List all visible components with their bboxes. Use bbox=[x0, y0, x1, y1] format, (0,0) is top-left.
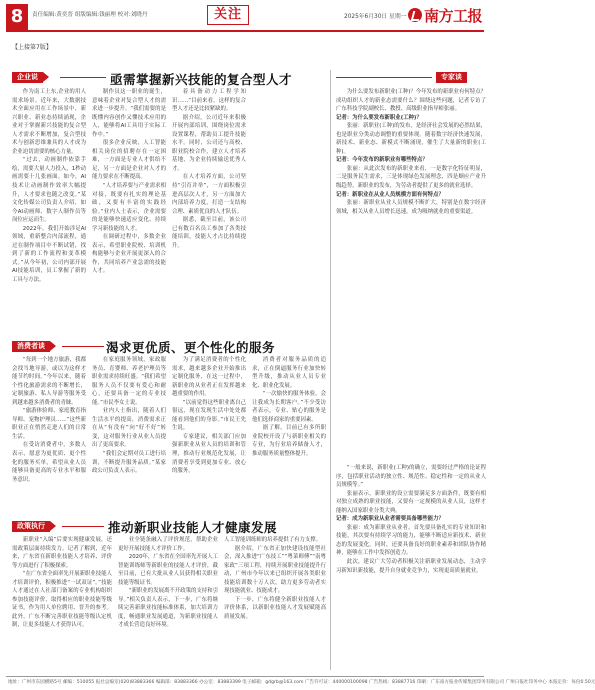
paragraph: 作为南工土东,企业的用人需求场景。近年来，大数据技术全面应用在工作场景中，新兴职业、新业态持续涌现，企业对于掌握新兴技能的复合型人才需求不断增加，复合型技术与创新思维兼具的人才成为企业迫切需要的核心力量。 bbox=[12, 89, 86, 155]
paragraph: 业全链条融入了评价规范，帮助企业更好开展技能人才评价工作。 bbox=[118, 537, 218, 552]
headline-consumer: 渴求更优质、更个性化的服务 bbox=[106, 340, 276, 355]
paragraph: 消费者对服务品质的追求，正在倒逼服务行业加快转型升级，推动从业人员专业化、职业化发展。 bbox=[252, 357, 326, 389]
paragraph: “在广东省全面率先开展新职业技能人才培训评价，积极推进“一试双证”。”技能人才通过在人社部门备案的专业机构组织参加技能评价，取得相应的职业技能等级证书，作为用人单位聘用、晋升的参考。此外，广东不断完善职业技能等级认定机制，让更多技能人才获得认可。 bbox=[12, 571, 112, 629]
paragraph: 很多企业反映，人工智能相关岗位的招聘存在一定困难，一方面是专业人才供给不足，另一方面是企业对人才的能力要求在不断提高。 bbox=[92, 140, 166, 181]
masthead bbox=[0, 0, 490, 38]
paragraph: 据了解，目前已有多所职业院校开设了与新职业相关的专业，为行业培养储备人才，推动服务质量整体提升。 bbox=[252, 425, 326, 458]
footer-rule bbox=[6, 676, 484, 677]
policy-column-2 bbox=[118, 536, 218, 674]
paragraph: “一次愉快的服务体验，会让我成为长期客户。”不少受访者表示，专业、贴心的服务是他们选择商家的重要因素。 bbox=[252, 391, 326, 423]
headline-enterprise: 亟需掌握新兴技能的复合型人才 bbox=[110, 72, 293, 87]
paragraph: 张丽：从此次发布的新职业来看，一是数字化特征明显，二是服务民生需求，三是体现绿色发展理念，四是顺应产业升级趋势。新职业的发布，为劳动者提供了更多的就业选择。 bbox=[336, 165, 486, 190]
tab-expert: 专家谈 bbox=[436, 72, 467, 83]
issue-date: 2025年6月30日 星期一 bbox=[344, 14, 407, 20]
paragraph: “过去，动画制作依靠手绘，需要大量人力投入，1秒动画需要十几张画面。如今，AI技术让动画制作效率大幅提升，人才要求也随之改变。”某文化传媒公司负责人介绍，如今AI动画师、数字人制作员等岗位应运而生。 bbox=[12, 157, 86, 224]
paragraph: “我们会定期对员工进行培训，不断提升服务品质。”某家政公司负责人表示。 bbox=[92, 451, 166, 475]
paragraph: “旅游体验师、家庭教育指导师、宠物护理员……”这些新职业正在悄然走进人们的日常生活。 bbox=[12, 408, 86, 440]
editor-credits: 责任编辑:黄奕晋 组版编辑:钱丽理 校对:刘晓丹 bbox=[32, 12, 148, 18]
headline-policy: 推动新职业技能人才健康发展 bbox=[108, 520, 278, 535]
question: 记者：今年发布的新职业有哪些特点？ bbox=[336, 157, 428, 164]
expert-column-1 bbox=[336, 88, 486, 460]
column-divider bbox=[330, 70, 331, 670]
tab-policy: 政策执行 bbox=[12, 521, 50, 532]
paragraph: 据介绍，公司近年来积极开展内部培训，围绕岗位需求设置课程，帮助员工提升技能水平。同时，公司还与高校、职业院校合作，建立人才培养基地，为企业持续输送优秀人才。 bbox=[172, 114, 246, 172]
consumer-column-4 bbox=[252, 356, 326, 514]
tab-line-expert bbox=[336, 77, 432, 78]
paragraph: 张丽表示，新职业的设立需要满足多方面条件，既要有相对独立成熟的职业技能，又要有一定规模的从业人员，这样才能纳入国家职业分类大典。 bbox=[336, 490, 486, 514]
paragraph: 张丽：成为新职业从业者，首先要具备扎实的专业知识和技能，其次要有持续学习的能力，能够不断适应新技术、新业态的发展变化。同时，还要具备良好的职业素养和团队协作精神，能够在工作中发挥创造力。 bbox=[336, 524, 486, 557]
paragraph: 为了满足消费者的个性化需求，越来越多企业开始推出定制化服务，在这一过程中，新职业的从业者正在发挥越来越重要的作用。 bbox=[172, 357, 246, 398]
paragraph: 人工智能训练师的培养提供了有力支撑。 bbox=[224, 537, 322, 543]
page-number: 8 bbox=[6, 4, 28, 30]
paragraph: 为什么要发布新职业(工种)？今年发布的新职业有何特点？成功组织人才的新业态需要什么？围绕这些问题，记者专访了广东科技学院副校长、教授、高级职业指导师张丽。 bbox=[336, 89, 486, 113]
paragraph: 下一步，广东将健全新职业技能人才评价体系，以新职业技能人才发展赋能高质量发展。 bbox=[224, 596, 326, 620]
paragraph: 在调研过程中，多数企业表示，希望职业院校、培训机构能够与企业开展更深入的合作，共同培养产业急需的技能人才。 bbox=[92, 234, 166, 275]
paragraph: 2020年，广东省在全国率先开展人工智能训练师等新职业的技能人才评价，截至目前，已有大批从业人员获得相关职业技能等级证书。 bbox=[118, 554, 218, 586]
masthead-rule bbox=[6, 30, 484, 32]
paragraph: “新职业的发展离不开政策的支持和引导。”相关负责人表示，下一步，广东将继续完善新职业技能标准体系，加大培训力度，畅通职业发展通道，为新职业技能人才成长营造良好环境。 bbox=[118, 588, 218, 629]
continued-from-tag: 【上接第7版】 bbox=[12, 44, 52, 51]
tab-enterprise: 企业说 bbox=[12, 72, 43, 83]
paragraph: 制作员这一职业的诞生，意味着企业对复合型人才的需求进一步提升。“我们需要的是既懂内容创作又懂技术应用的人，能够将AI工具用于实际工作中。” bbox=[92, 89, 166, 138]
footer-info: 地址：广州市东园横路5号 邮编：510055 报社总编室(020)83883366 编辑部：83883366 办公室：83883399 电子邮箱：gdgrb@163.com 广告许可证：440000100098 广告热线：83887716 印刷：广东南方报业传媒集团印务有限公司 广州日报社印务中心 本报定价：每份0.50元 bbox=[8, 680, 595, 685]
logo-text: 南方工报 bbox=[424, 6, 483, 25]
paragraph: 2022年，我们开始涉足AI领域，重新整合内部流程，通过在制作项目中不断试错，找到了新的工作流程和变革模式。”从今年初，公司内部开展AI技能培训，员工掌握了新的工具与方法。 bbox=[12, 225, 86, 284]
question: 记者：成为新职业从业者需要具备哪些能力？ bbox=[336, 516, 444, 523]
tab-line-enterprise bbox=[60, 77, 106, 78]
paragraph: “人才培养要与产业需求相对接，既要有扎实的理论基础，又要有丰富的实践经验。”业内人士表示，企业需要的是能够快速适应变化、持续学习新技能的人才。 bbox=[92, 183, 166, 232]
enterprise-column-2 bbox=[92, 88, 166, 338]
expert-column-2 bbox=[336, 464, 486, 670]
enterprise-column-1 bbox=[12, 88, 86, 338]
policy-column-3 bbox=[224, 536, 326, 674]
tab-line-policy bbox=[62, 526, 104, 527]
tab-line-consumer bbox=[62, 346, 104, 347]
paragraph: 在人才培养方面，公司坚持“引育并举”，一方面积极引进高层次人才，另一方面加大内部培养力度，打造一支结构合理、素质优良的人才队伍。 bbox=[172, 174, 246, 215]
tab-line-enterprise-left bbox=[12, 77, 16, 78]
paragraph: 张丽：新职业(工种)的发布，是经济社会发展的必然结果，也是职业分类动态调整的重要体现。随着数字经济快速发展，新技术、新业态、新模式不断涌现，催生了大量新的职业(工种)。 bbox=[336, 123, 486, 155]
consumer-column-2 bbox=[92, 356, 166, 514]
paragraph: 在受访消费者中，多数人表示，愿意为更优质、更个性化的服务买单，希望从业人员能够具备更高的专业水平和服务意识。 bbox=[12, 442, 86, 483]
consumer-column-3 bbox=[172, 356, 246, 514]
consumer-column-1 bbox=[12, 356, 86, 514]
enterprise-column-3 bbox=[172, 88, 246, 338]
paragraph: 专家建议，相关部门应加强新职业从业人员的培训和管理，推动行业规范化发展，让消费者享受到更加专业、放心的服务。 bbox=[172, 433, 246, 475]
paragraph: 据悉，截至目前，该公司已有数百名员工参加了各类技能培训，技能人才占比持续提升。 bbox=[172, 217, 246, 249]
logo-mark-icon bbox=[408, 8, 422, 22]
question: 记者：为什么要发布新职业(工种)？ bbox=[336, 114, 422, 121]
paragraph: 在家庭服务领域，家政服务员、育婴师、养老护理员等职业需求持续旺盛。“我们希望服务人员不仅要有爱心和耐心，还要具备一定的专业技能。”市民李女士说。 bbox=[92, 357, 166, 406]
paragraph: “每到一个地方旅游，我都会找当地导游，或以为这样才能节约时间。”今年以来，随着个性化旅游需求的不断增长，定制旅游、私人导游等服务受到越来越多消费者的青睐。 bbox=[12, 357, 86, 406]
policy-column-1 bbox=[12, 536, 112, 674]
paragraph: “一般来说，新职业(工种)的确立，需要经过严格的论证程序，包括职业活动的独立性、规范性、稳定性和一定的从业人员规模等。” bbox=[336, 465, 486, 489]
paragraph: 业内人士指出，随着人们生活水平的提高，消费需求正在从“有没有”向“好不好”转变，这对服务行业从业人员提出了更高要求。 bbox=[92, 408, 166, 449]
paragraph: 张丽：新职业从业人员规模不断扩大，特别是在数字经济领域，相关从业人员增长迅速，成为吸纳就业的重要渠道。 bbox=[336, 200, 486, 215]
paragraph: 据介绍，广东省正加快建设技能型社会，深入推进“广东技工”“粤菜师傅”“南粤家政”三项工程，持续开展职业技能提升行动，广州市今年以来已组织开展各类职业技能培训数十万人次，助力更多劳动者实现技能就业、技能成才。 bbox=[224, 545, 326, 595]
paragraph: 着具备动力工程学知识……”目前来看，这样的复合型人才还是比较紧缺的。 bbox=[172, 89, 246, 113]
question: 记者：新职业在从业人员规模方面有何特点？ bbox=[336, 191, 444, 198]
paragraph: 新职业“入编”后要实现健康发展，还需政策层面持续发力。记者了解到，近年来，广东省在新职业技能人才培养、评价等方面进行了积极探索。 bbox=[12, 537, 112, 569]
section-title: 关注 bbox=[207, 5, 249, 25]
paragraph: 此次，建议广大劳动者积极关注新职业发展动态，主动学习新知识新技能，提升自身就业竞争力，实现更高质量就业。 bbox=[336, 559, 486, 574]
newspaper-logo bbox=[408, 3, 486, 27]
paragraph: “以前觉得这些职业离自己很远，现在发现生活中处处都能看到他们的身影。”市民王先生说。 bbox=[172, 399, 246, 432]
tab-consumer: 消费者谈 bbox=[12, 341, 50, 352]
